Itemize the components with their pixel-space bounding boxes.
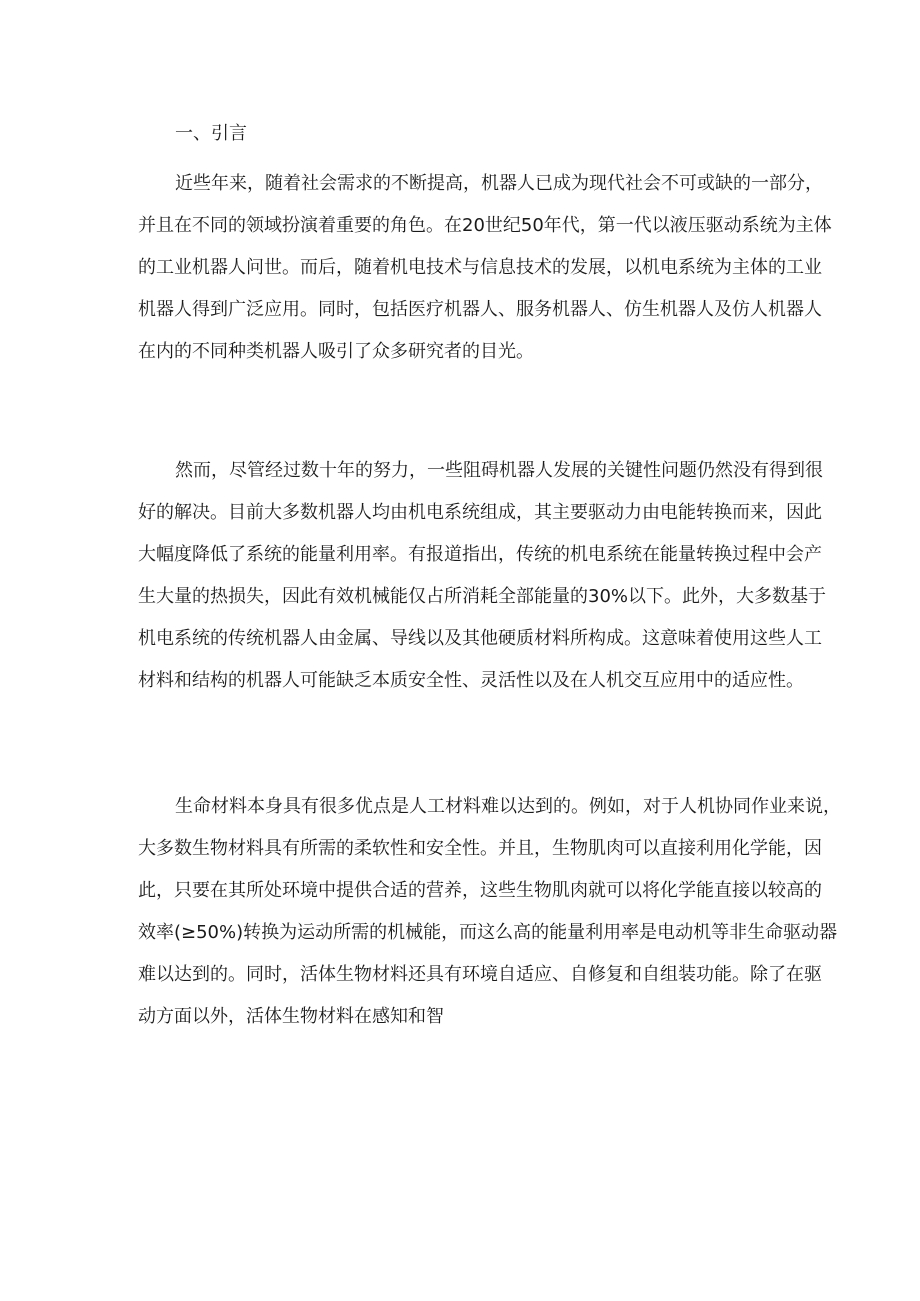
text-line: 大幅度降低了系统的能量利用率。有报道指出，传统的机电系统在能量转换过程中会产: [138, 544, 822, 565]
text-line: 难以达到的。同时，活体生物材料还具有环境自适应、自修复和自组装功能。除了在驱: [138, 964, 822, 985]
paragraph-challenges: [138, 450, 827, 702]
paragraph-introduction: [138, 163, 832, 373]
text-line: 机电系统的传统机器人由金属、导线以及其他硬质材料所构成。这意味着使用这些人工: [138, 628, 822, 649]
text-line: 生命材料本身具有很多优点是人工材料难以达到的。例如，对于人机协同作业来说，: [175, 796, 841, 817]
text-line: 材料和结构的机器人可能缺乏本质安全性、灵活性以及在人机交互应用中的适应性。: [138, 670, 804, 691]
paragraph-biomaterials: [138, 786, 841, 1038]
text-line: 机器人得到广泛应用。同时，包括医疗机器人、服务机器人、仿生机器人及仿人机器人: [138, 299, 822, 320]
text-line: 然而，尽管经过数十年的努力，一些阻碍机器人发展的关键性问题仍然没有得到很: [175, 460, 823, 481]
text-line: 近些年来，随着社会需求的不断提高，机器人已成为现代社会不可或缺的一部分，: [175, 173, 823, 194]
text-line: 此，只要在其所处环境中提供合适的营养，这些生物肌肉就可以将化学能直接以较高的: [138, 880, 822, 901]
text-line: 动方面以外，活体生物材料在感知和智: [138, 1006, 444, 1027]
text-line: 的工业机器人问世。而后，随着机电技术与信息技术的发展，以机电系统为主体的工业: [138, 257, 822, 278]
text-line: 好的解决。目前大多数机器人均由机电系统组成，其主要驱动力由电能转换而来，因此: [138, 502, 822, 523]
section-heading: 一、引言: [175, 123, 247, 144]
text-line: 并且在不同的领域扮演着重要的角色。在20世纪50年代，第一代以液压驱动系统为主体: [138, 215, 832, 236]
text-line: 在内的不同种类机器人吸引了众多研究者的目光。: [138, 341, 534, 362]
text-line: 效率(≥50%)转换为运动所需的机械能，而这么高的能量利用率是电动机等非生命驱动器: [138, 922, 838, 943]
text-line: 大多数生物材料具有所需的柔软性和安全性。并且，生物肌肉可以直接利用化学能，因: [138, 838, 822, 859]
text-line: 生大量的热损失，因此有效机械能仅占所消耗全部能量的30%以下。此外，大多数基于: [138, 586, 827, 607]
